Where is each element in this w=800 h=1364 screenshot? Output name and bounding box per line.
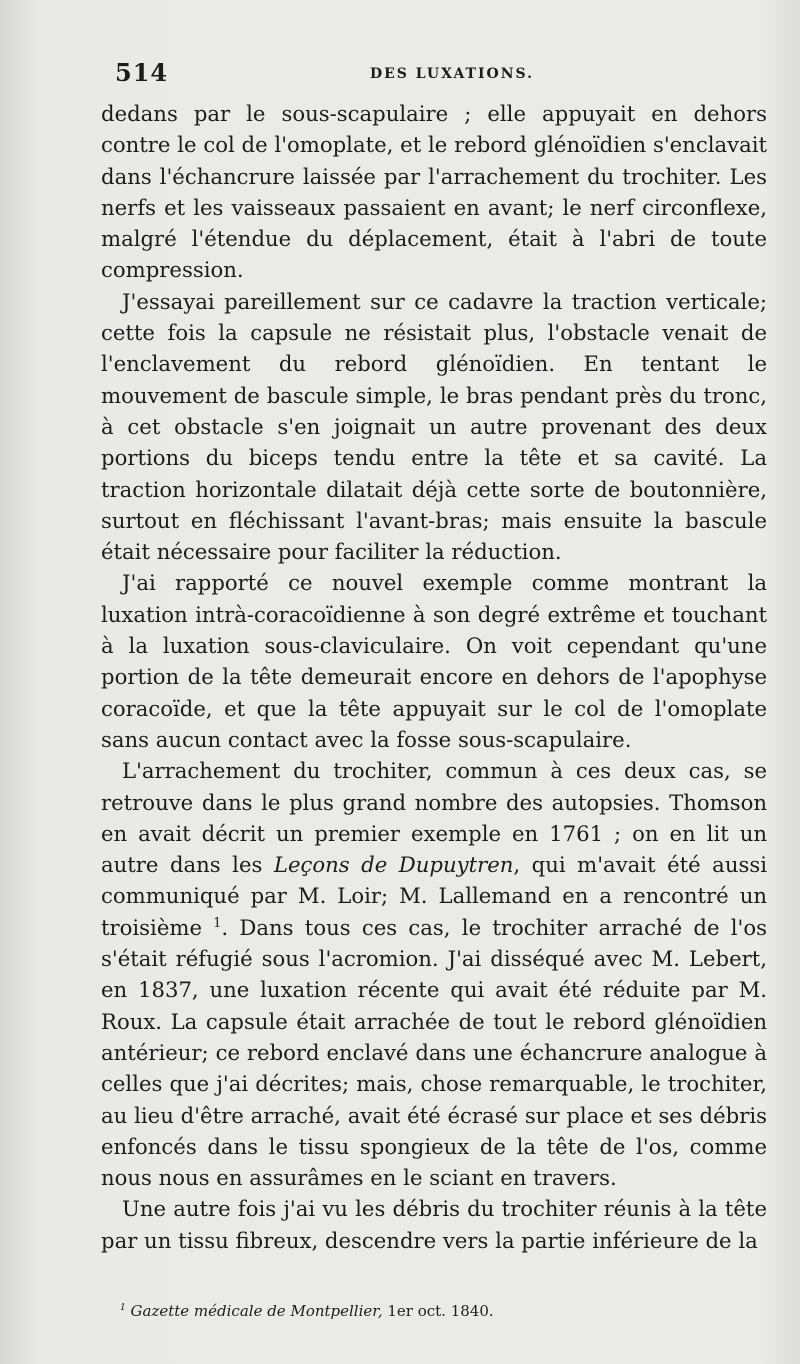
footnote-source: Gazette médicale de Montpellier bbox=[130, 1302, 378, 1320]
paragraph-text: L'arrachement du trochiter, commun à ces deux cas, se retrouve dans le plus grand nombre des autopsies. Thomson en avait décrit un premier exemple en 1761 ; on en lit un autre dans les bbox=[101, 758, 767, 878]
paragraph bbox=[101, 755, 767, 1193]
book-title-italic: Leçons de Dupuytren bbox=[273, 852, 514, 878]
paragraph: J'ai rapporté ce nouvel exemple comme montrant la luxation intrà-coracoïdienne à son degré extrême et touchant à la luxation sous-claviculaire. On voit cependant qu'une portion de la tête demeurait encore en dehors de l'apophyse coracoïde, et que la tête appuyait sur le col de l'omoplate sans aucun contact avec la fosse sous-scapulaire. bbox=[101, 570, 767, 752]
footnote-date: 1er oct. 1840. bbox=[387, 1302, 494, 1320]
body-text bbox=[101, 98, 767, 1256]
page-header bbox=[115, 58, 765, 88]
page-number: 514 bbox=[115, 58, 169, 87]
paragraph-text: . Dans tous ces cas, le trochiter arraché de l'os s'était réfugié sous l'acromion. J'ai disséqué avec M. Lebert, en 1837, une luxation récente qui avait été réduite par M. Roux. La capsule était arrachée de tout le rebord glénoïdien antérieur; ce rebord enclavé dans une échancrure analogue à celles que j'ai décrites; mais, chose remarquable, le trochiter, au lieu d'être arraché, avait été écrasé sur place et ses débris enfoncés dans le tissu spongieux de la tête de l'os, comme nous nous en assurâmes en le sciant en travers. bbox=[101, 914, 767, 1191]
paragraph: Une autre fois j'ai vu les débris du trochiter réunis à la tête par un tissu fibreux, descendre vers la partie inférieure de la bbox=[101, 1196, 767, 1253]
paragraph: J'essayai pareillement sur ce cadavre la traction verticale; cette fois la capsule ne résistait plus, l'obstacle venait de l'enclavement du rebord glénoïdien. En tentant le mouvement de bascule simple, le bras pendant près du tronc, à cet obstacle s'en joignait un autre provenant des deux portions du biceps tendu entre la tête et sa cavité. La traction horizontale dilatait déjà cette sorte de boutonnière, surtout en fléchissant l'avant-bras; mais ensuite la bascule était nécessaire pour faciliter la réduction. bbox=[101, 288, 767, 565]
running-head: DES LUXATIONS. bbox=[370, 66, 534, 82]
footnote-reference[interactable]: 1 bbox=[213, 914, 222, 930]
paragraph-continuation: dedans par le sous-scapulaire ; elle appuyait en dehors contre le col de l'omoplate, et le rebord glénoïdien s'enclavait dans l'échancrure laissée par l'arrachement du trochiter. Les nerfs et les vaisseaux passaient en avant; le nerf circonflexe, malgré l'étendue du déplacement, était à l'abri de toute compression. bbox=[101, 101, 767, 283]
footnote-marker: 1 bbox=[120, 1303, 126, 1313]
paragraph-text: , qui m'avait été aussi communiqué par M. Loir; M. Lallemand en a rencontré un troisième bbox=[101, 852, 767, 940]
footnote: $^1$ Gazette médicale de Montpellier, 1er oct. 1840. bbox=[120, 1302, 494, 1320]
